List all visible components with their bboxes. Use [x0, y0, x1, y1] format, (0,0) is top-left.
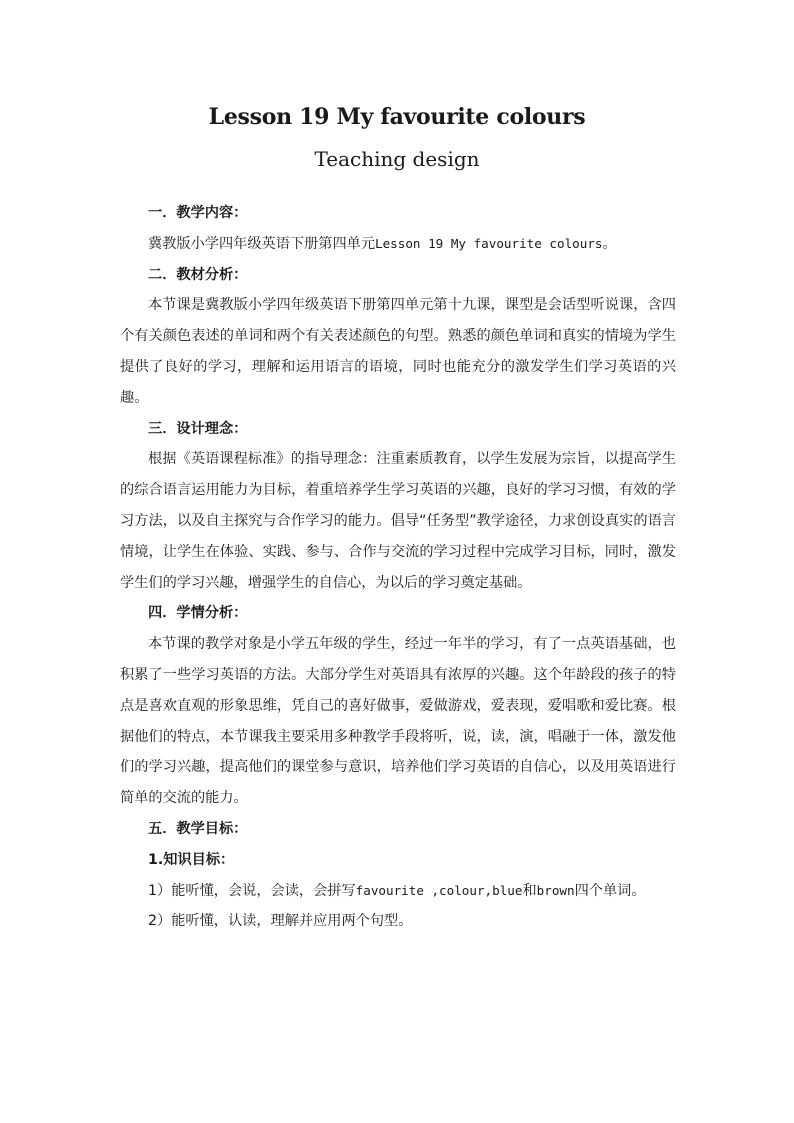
section-heading-learners: 四．学情分析：	[148, 605, 248, 622]
section-heading-objectives: 五．教学目标：	[148, 820, 248, 837]
section-text-concept: 根据《英语课程标准》的指导理念：注重素质教育，以学生发展为宗旨，以提高学生的综合语言运用能力为目标，着重培养学生学习英语的兴趣，良好的学习习惯，有效的学习方法，以及自主探究与合作学习的能力。倡导“任务型”教学途径，力求创设真实的语言情境，让学生在体验、实践、参与、合作与交流的学习过程中完成学习目标，同时，激发学生们的学习兴趣，增强学生的自信心，为以后的学习奠定基础。	[120, 451, 676, 591]
document-title: Lesson 19 My favourite colours	[208, 104, 586, 130]
document-subtitle: Teaching design	[314, 147, 480, 171]
section-heading-concept: 三．设计理念：	[148, 420, 248, 437]
content-lesson-name: Lesson 19 My favourite colours	[375, 235, 603, 251]
item1-words: favourite ,colour,blue	[355, 882, 523, 898]
content-text-suffix: 。	[602, 235, 617, 252]
item1-suffix: 四个单词。	[574, 882, 646, 899]
section-heading-content: 一．教学内容：	[148, 205, 248, 221]
objectives-item-2: 2）能听懂，认读，理解并应用两个句型。	[148, 913, 413, 930]
content-text-prefix: 冀教版小学四年级英语下册第四单元	[148, 235, 376, 252]
section-text-analysis: 本节课是冀教版小学四年级英语下册第四单元第十九课，课型是会话型听说课，含四个有关颜色表述的单词和两个有关表述颜色的句型。熟悉的颜色单词和真实的情境为学生提供了良好的学习，理解和运用语言的语境，同时也能充分的激发学生们学习英语的兴趣。	[120, 297, 676, 406]
section-text-content	[120, 229, 676, 260]
section-heading-analysis: 二．教材分析：	[148, 266, 248, 283]
document-body	[120, 198, 676, 937]
objectives-knowledge-heading: 1.知识目标：	[148, 851, 235, 868]
item1-word4: brown	[536, 882, 575, 898]
item1-prefix: 1）能听懂，会说，会读，会拼写	[148, 882, 356, 899]
section-text-learners: 本节课的教学对象是小学五年级的学生，经过一年半的学习，有了一点英语基础，也积累了一些学习英语的方法。大部分学生对英语具有浓厚的兴趣。这个年龄段的孩子的特点是喜欢直观的形象思维，凭自己的喜好做事，爱做游戏，爱表现，爱唱歌和爱比赛。根据他们的特点，本节课我主要采用多种教学手段将听，说，读，演，唱融于一体，激发他们的学习兴趣，提高他们的课堂参与意识，培养他们学习英语的自信心，以及用英语进行简单的交流的能力。	[120, 636, 676, 807]
item1-and: 和	[522, 882, 537, 899]
objectives-item-1	[120, 876, 676, 907]
